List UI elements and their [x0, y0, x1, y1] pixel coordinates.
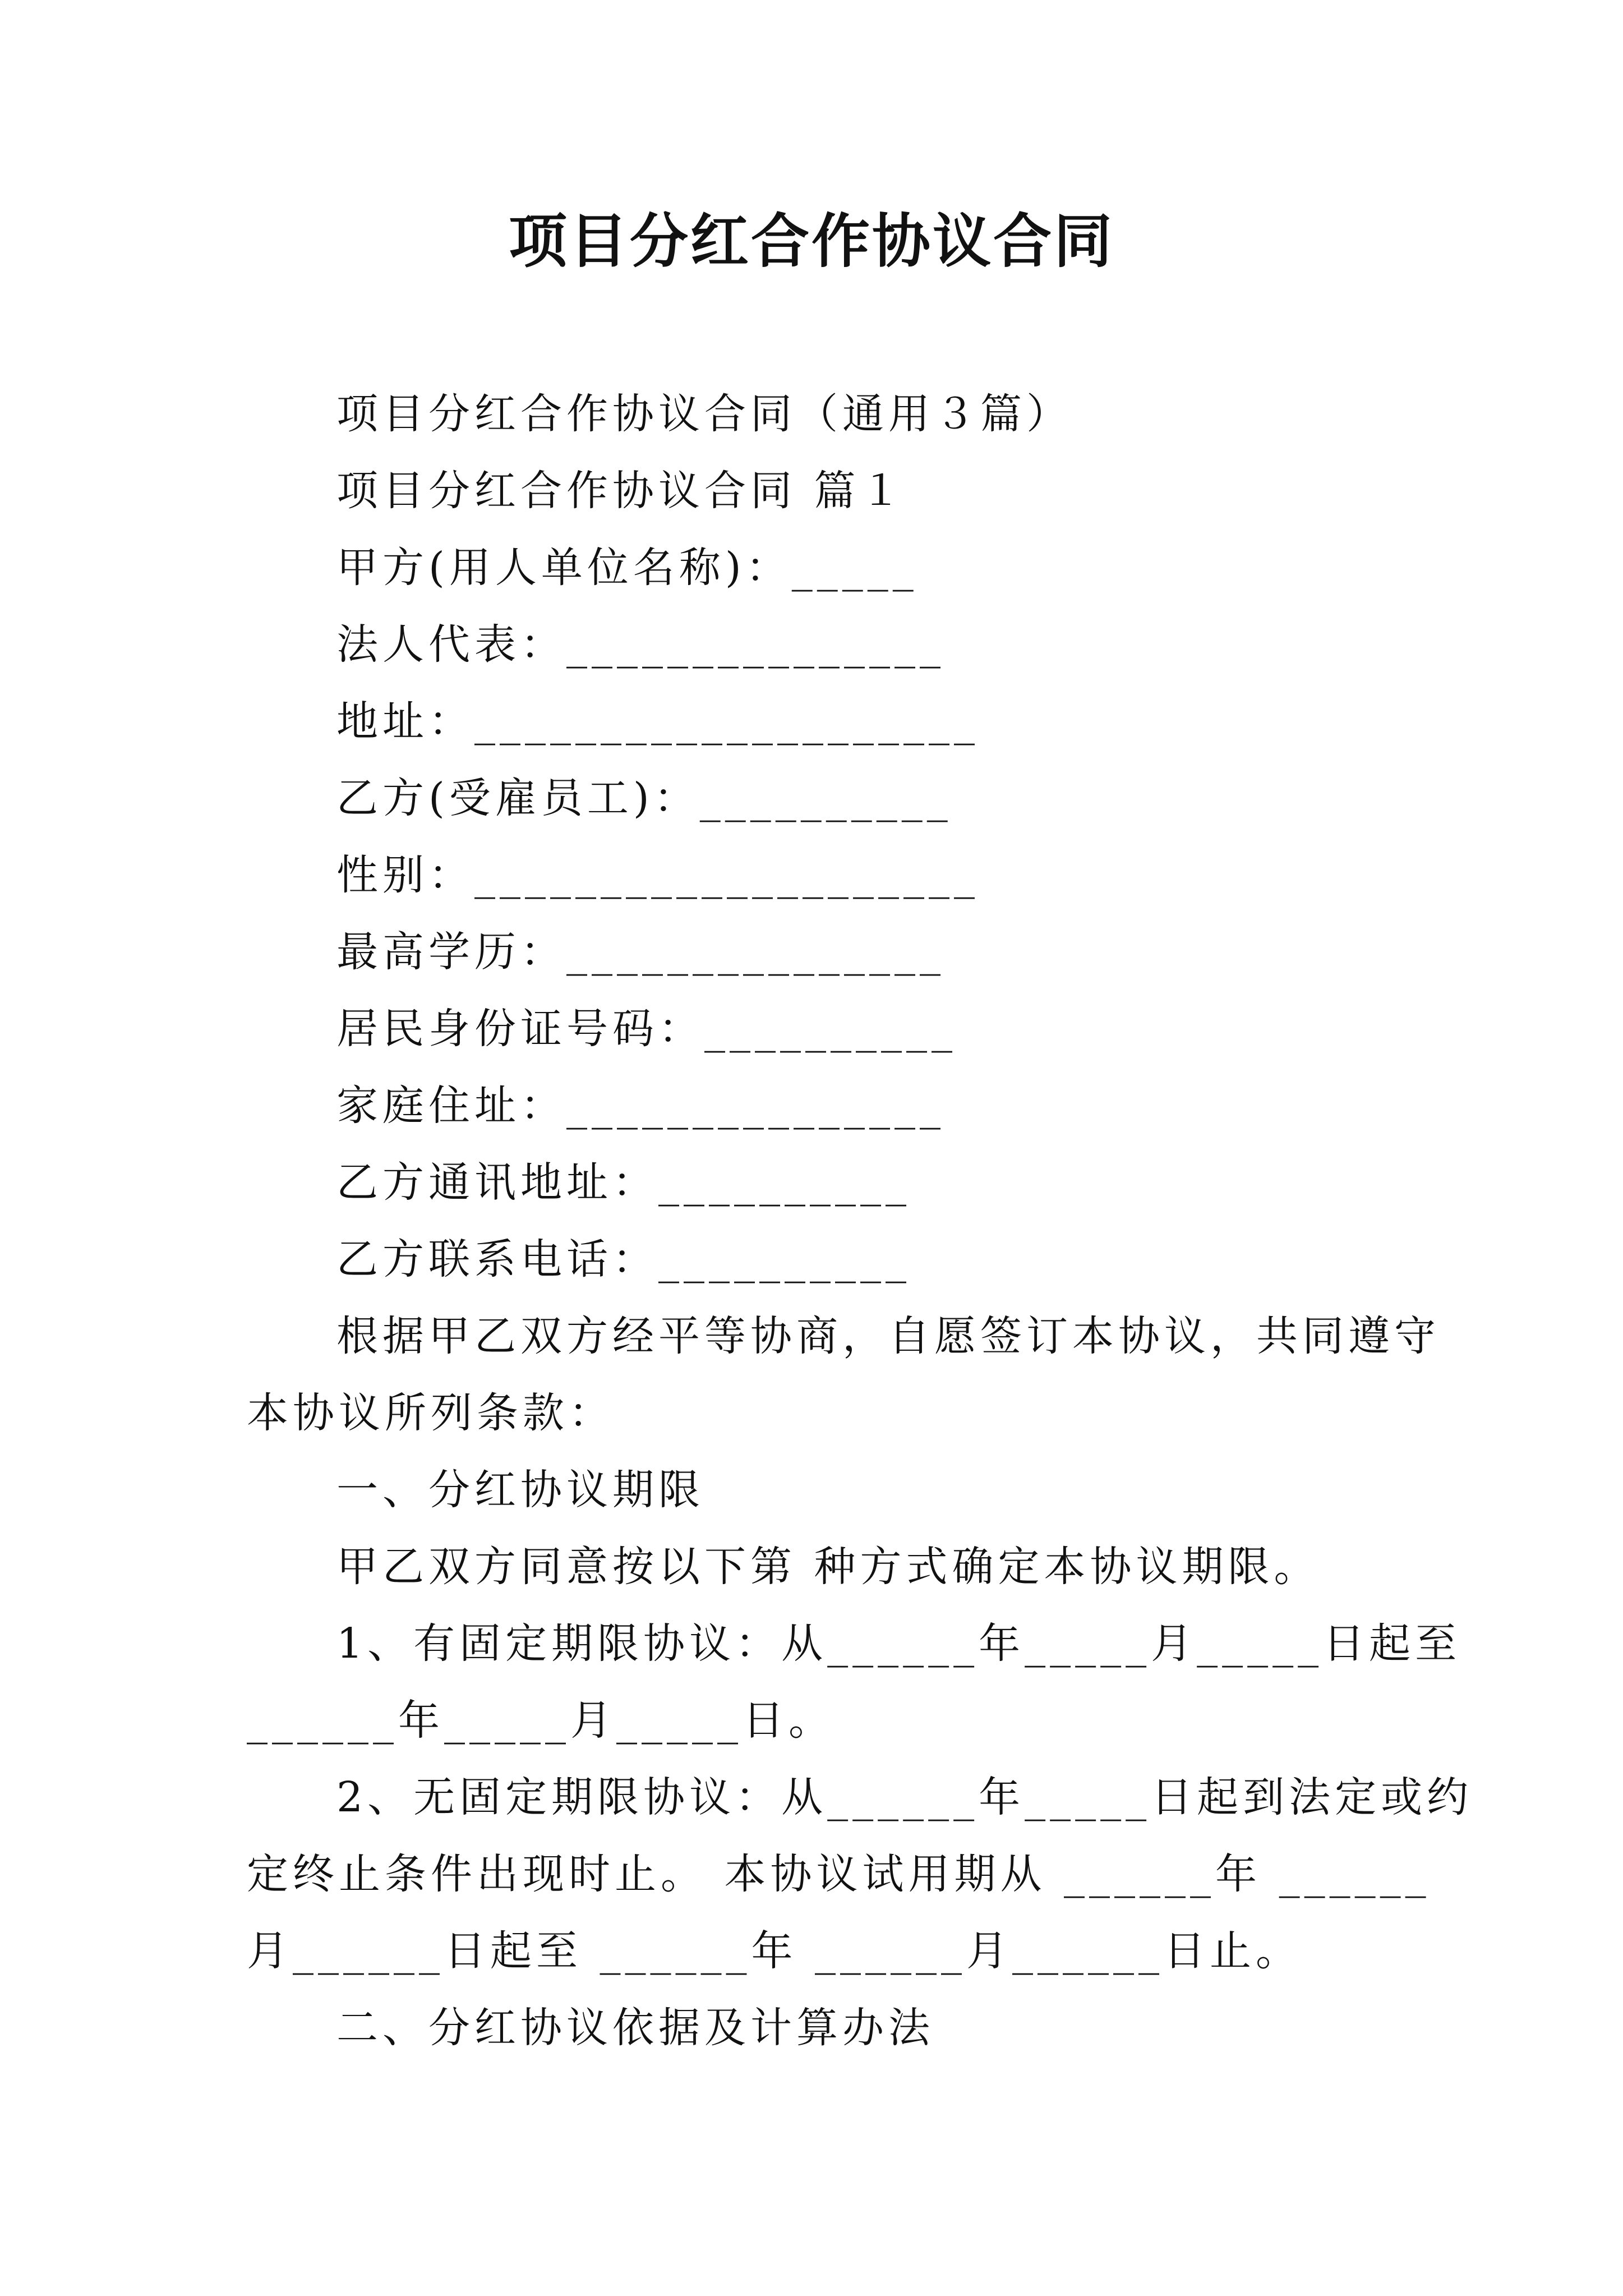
document-title: 项目分红合作协议合同	[508, 207, 1114, 275]
party-b-phone-field: 乙方联系电话：__________	[336, 1235, 911, 1283]
fixed-term-line-1: 1、有固定期限协议：从______年_____月_____日起至	[336, 1619, 1461, 1668]
legal-representative-field: 法人代表：_______________	[336, 620, 945, 669]
party-a-name-field: 甲方(用人单位名称)：_____	[336, 544, 918, 592]
fixed-term-line-2: ______年_____月_____日。	[247, 1696, 834, 1745]
open-term-line-2: 定终止条件出现时止。 本协议试用期从 ______年 ______	[247, 1850, 1431, 1898]
section-heading-line: 项目分红合作协议合同 篇１	[336, 467, 906, 515]
home-address-field: 家庭住址：_______________	[336, 1082, 945, 1130]
gender-field: 性别：____________________	[336, 851, 979, 899]
agreement-paragraph-line-1: 根据甲乙双方经平等协商，自愿签订本协议，共同遵守	[336, 1312, 1440, 1360]
subtitle-line: 项目分红合作协议合同（通用３篇）	[336, 390, 1072, 438]
id-number-field: 居民身份证号码：__________	[336, 1005, 957, 1053]
open-term-line-3: 月______日起至 ______年 ______月______日止。	[247, 1927, 1302, 1975]
party-b-name-field: 乙方(受雇员工)：__________	[336, 774, 952, 822]
education-field: 最高学历：_______________	[336, 928, 945, 976]
address-field: 地址：____________________	[336, 697, 979, 746]
section-2-heading: 二、分红协议依据及计算办法	[336, 2004, 934, 2052]
agreement-paragraph-line-2: 本协议所列条款：	[247, 1389, 615, 1437]
term-selection-paragraph: 甲乙双方同意按以下第 种方式确定本协议期限。	[336, 1543, 1320, 1591]
open-term-line-1: 2、无固定期限协议：从______年_____日起到法定或约	[336, 1773, 1473, 1821]
party-b-mailing-address-field: 乙方通讯地址：__________	[336, 1158, 911, 1207]
section-1-heading: 一、分红协议期限	[336, 1466, 704, 1514]
